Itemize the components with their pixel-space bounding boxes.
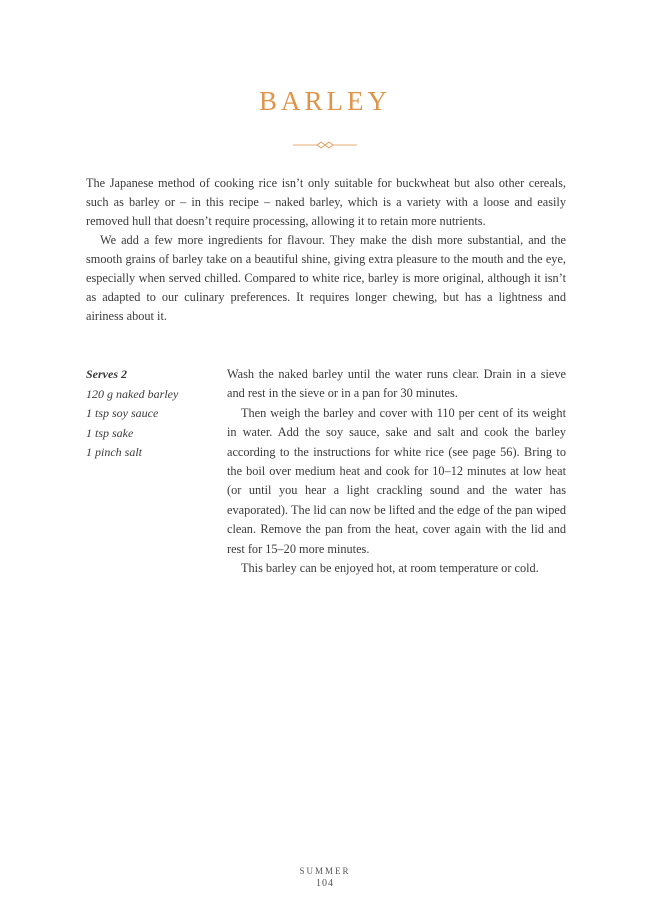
serves-label: Serves 2 — [86, 367, 127, 381]
ornament-divider-icon — [293, 140, 357, 150]
ingredient-item: 120 g naked barley — [86, 386, 179, 401]
ingredient-item: 1 tsp soy sauce — [86, 406, 159, 420]
ingredient-item: 1 tsp sake — [86, 425, 134, 440]
intro-text — [86, 174, 566, 326]
method-paragraph: Wash the naked barley until the water runs clear. Drain in a sieve and rest in the sieve or in a pan for 30 minutes. — [227, 367, 566, 401]
intro-paragraph: The Japanese method of cooking rice isn’t only suitable for buckwheat but also other cereals, such as barley or – in this recipe – naked barley, which is a variety with a loose and easily removed hull that doesn’t require processing, allowing it to retain more nutrients. — [86, 176, 566, 228]
ingredients-list — [86, 365, 216, 463]
method-text — [227, 365, 566, 578]
page-number: 104 — [316, 878, 334, 889]
ingredient-item: 1 pinch salt — [86, 445, 142, 459]
section-name: SUMMER — [299, 866, 351, 876]
method-paragraph: Then weigh the barley and cover with 110 per cent of its weight in water. Add the soy sauce, sake and salt and cook the barley according to the instructions for white rice (see page 56). Bring to the boil over medium heat and cook for 10–12 minutes at low heat (or until you hear a light crackling sound and the water has evaporated). The lid can now be lifted and the edge of the pan wiped clean. Remove the pan from the heat, cover again with the lid and rest for 15–20 more minutes. — [227, 405, 566, 556]
method-paragraph: This barley can be enjoyed hot, at room temperature or cold. — [241, 561, 539, 576]
intro-paragraph: We add a few more ingredients for flavour. They make the dish more substantial, and the smooth grains of barley take on a beautiful shine, giving extra pleasure to the mouth and the eye, especially when served chilled. Compared to white rice, barley is more original, although it isn’t as adapted to our culinary preferences. It requires longer chewing, but has a lightness and airiness about it. — [86, 233, 566, 323]
page-footer — [0, 865, 650, 890]
recipe-title: BARLEY — [259, 86, 391, 116]
